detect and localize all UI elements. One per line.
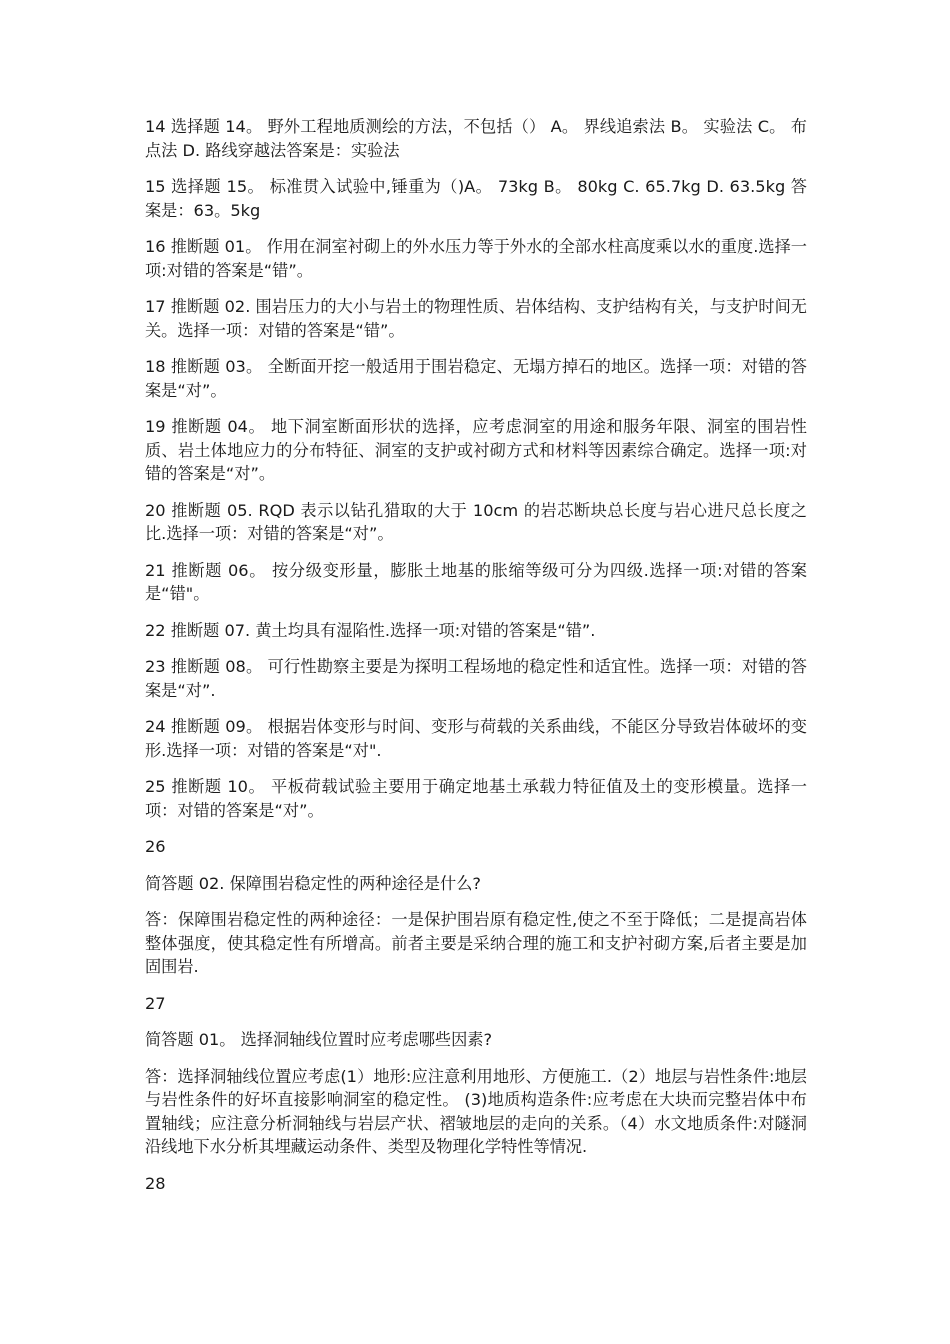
question-27-prompt: 简答题 01。 选择洞轴线位置时应考虑哪些因素? xyxy=(145,1030,493,1049)
question-25: 25 推断题 10。 平板荷载试验主要用于确定地基土承载力特征值及土的变形模量。选择一项：对错的答案是“对”。 xyxy=(145,777,807,820)
question-14: 14 选择题 14。 野外工程地质测绘的方法，不包括（） A。 界线追索法 B。 实验法 C。 布点法 D. 路线穿越法答案是：实验法 xyxy=(145,117,807,160)
question-26-answer: 答：保障围岩稳定性的两种途径：一是保护围岩原有稳定性,使之不至于降低；二是提高岩体整体强度，使其稳定性有所增高。前者主要是采纳合理的施工和支护衬砌方案,后者主要是加固围岩. xyxy=(145,910,807,976)
question-24: 24 推断题 09。 根据岩体变形与时间、变形与荷载的关系曲线，不能区分导致岩体破坏的变形.选择一项：对错的答案是“对". xyxy=(145,717,807,760)
question-17: 17 推断题 02. 围岩压力的大小与岩土的物理性质、岩体结构、支护结构有关，与支护时间无关。选择一项：对错的答案是“错”。 xyxy=(145,297,807,340)
question-16: 16 推断题 01。 作用在洞室衬砌上的外水压力等于外水的全部水柱高度乘以水的重度.选择一项:对错的答案是“错”。 xyxy=(145,237,807,280)
question-number-26: 26 xyxy=(145,837,166,856)
question-20: 20 推断题 05. RQD 表示以钻孔猎取的大于 10cm 的岩芯断块总长度与岩心进尺总长度之比.选择一项：对错的答案是“对”。 xyxy=(145,500,807,543)
question-23: 23 推断题 08。 可行性勘察主要是为探明工程场地的稳定性和适宜性。选择一项：对错的答案是“对”. xyxy=(145,657,807,700)
question-15: 15 选择题 15。 标准贯入试验中,锤重为（)A。 73kg B。 80kg C. 65.7kg D. 63.5kg 答案是：63。5kg xyxy=(145,177,807,220)
document-page xyxy=(145,115,807,1208)
question-number-27: 27 xyxy=(145,993,166,1013)
question-number-28: 28 xyxy=(145,1173,166,1193)
question-26-prompt: 简答题 02. 保障围岩稳定性的两种途径是什么? xyxy=(145,873,481,893)
question-22: 22 推断题 07. 黄土均具有湿陷性.选择一项:对错的答案是“错”. xyxy=(145,620,596,640)
question-19: 19 推断题 04。 地下洞室断面形状的选择，应考虑洞室的用途和服务年限、洞室的围岩性质、岩土体地应力的分布特征、洞室的支护或衬砌方式和材料等因素综合确定。选择一项:对错的答案是“对”。 xyxy=(145,417,807,483)
question-21: 21 推断题 06。 按分级变形量，膨胀土地基的胀缩等级可分为四级.选择一项:对错的答案是“错"。 xyxy=(145,560,807,603)
question-18: 18 推断题 03。 全断面开挖一般适用于围岩稳定、无塌方掉石的地区。选择一项：对错的答案是“对”。 xyxy=(145,357,807,400)
question-27-answer: 答：选择洞轴线位置应考虑(1）地形:应注意利用地形、方便施工.（2）地层与岩性条件:地层与岩性条件的好坏直接影响洞室的稳定性。 (3)地质构造条件:应考虑在大块而完整岩体中布置轴线；应注意分析洞轴线与岩层产状、褶皱地层的走向的关系。（4）水文地质条件:对隧洞沿线地下水分析其埋藏运动条件、类型及物理化学特性等情况. xyxy=(145,1066,807,1156)
